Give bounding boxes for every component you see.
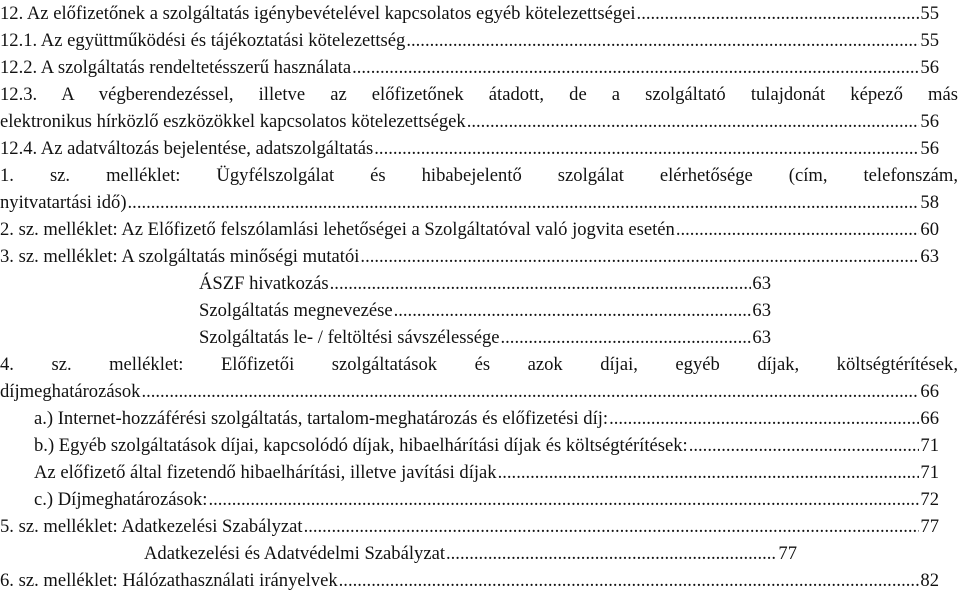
toc-leader-dots bbox=[141, 380, 919, 404]
toc-page-number: 55 bbox=[920, 30, 939, 51]
toc-page-number: 63 bbox=[752, 300, 771, 321]
toc-leader-dots bbox=[689, 434, 920, 458]
toc-entry[interactable] bbox=[199, 326, 771, 350]
toc-entry-first-line: 4. sz. melléklet: Előfizetői szolgáltatások és azok díjai, egyéb díjak, költségtérítések, bbox=[0, 354, 958, 375]
toc-entry-title: 6. sz. melléklet: Hálózathasználati irányelvek bbox=[0, 570, 338, 591]
toc-entry[interactable] bbox=[0, 56, 939, 80]
toc-entry[interactable] bbox=[34, 407, 939, 431]
toc-leader-dots bbox=[128, 191, 920, 215]
toc-entry[interactable] bbox=[34, 488, 939, 512]
toc-page-number: 63 bbox=[752, 273, 771, 294]
toc-page-number: 66 bbox=[920, 408, 939, 429]
toc-entry[interactable] bbox=[34, 434, 939, 458]
toc-entry[interactable] bbox=[144, 542, 797, 566]
toc-leader-dots bbox=[360, 245, 919, 269]
toc-page-number: 71 bbox=[920, 435, 939, 456]
toc-entry[interactable] bbox=[0, 569, 939, 593]
toc-entry[interactable] bbox=[0, 218, 939, 242]
toc-entry-title: elektronikus hírközlő eszközökkel kapcsolatos kötelezettségek bbox=[0, 111, 466, 132]
toc-leader-dots bbox=[304, 515, 920, 539]
toc-page-number: 82 bbox=[920, 570, 939, 591]
toc-page-number: 72 bbox=[920, 489, 939, 510]
toc-entry[interactable] bbox=[0, 29, 939, 53]
toc-leader-dots bbox=[339, 569, 920, 593]
toc-page-number: 66 bbox=[920, 381, 939, 402]
toc-entry-title: 2. sz. melléklet: Az Előfizető felszólamlási lehetőségei a Szolgáltatóval való jogvita esetén bbox=[0, 219, 675, 240]
toc-entry-title: 12.1. Az együttműködési és tájékoztatási kötelezettség bbox=[0, 30, 406, 51]
toc-entry-title: ÁSZF hivatkozás bbox=[199, 273, 329, 294]
toc-entry-title: 12.2. A szolgáltatás rendeltetésszerű használata bbox=[0, 57, 352, 78]
toc-leader-dots bbox=[637, 2, 920, 26]
toc-leader-dots bbox=[501, 326, 752, 350]
toc-entry[interactable] bbox=[0, 380, 939, 404]
toc-page-number: 63 bbox=[920, 246, 939, 267]
toc-entry-title: 12.4. Az adatváltozás bejelentése, adatszolgáltatás bbox=[0, 138, 374, 159]
toc-entry[interactable] bbox=[0, 110, 939, 134]
toc-page-number: 55 bbox=[920, 3, 939, 24]
toc-page-number: 60 bbox=[920, 219, 939, 240]
toc-leader-dots bbox=[498, 461, 920, 485]
toc-leader-dots bbox=[676, 218, 920, 242]
toc-leader-dots bbox=[394, 299, 752, 323]
toc-entry[interactable] bbox=[34, 461, 939, 485]
toc-entry-title: Szolgáltatás le- / feltöltési sávszélessége bbox=[199, 327, 500, 348]
toc-entry-first-line: 12.3. A végberendezéssel, illetve az előfizetőnek átadott, de a szolgáltató tulajdonát képező más bbox=[0, 84, 958, 105]
toc-entry[interactable] bbox=[0, 2, 939, 26]
toc-leader-dots bbox=[609, 407, 919, 431]
toc-page-number: 56 bbox=[920, 138, 939, 159]
toc-page-number: 56 bbox=[920, 57, 939, 78]
toc-leader-dots bbox=[467, 110, 920, 134]
toc-page-number: 56 bbox=[920, 111, 939, 132]
toc-entry-first-line: 1. sz. melléklet: Ügyfélszolgálat és hibabejelentő szolgálat elérhetősége (cím, telefonszám, bbox=[0, 165, 958, 186]
toc-entry-title: Az előfizető által fizetendő hibaelhárítási, illetve javítási díjak bbox=[34, 462, 497, 483]
toc-page-number: 77 bbox=[778, 543, 797, 564]
toc-entry-title: 12. Az előfizetőnek a szolgáltatás igénybevételével kapcsolatos egyéb kötelezettségei bbox=[0, 3, 636, 24]
toc-entry[interactable] bbox=[0, 515, 939, 539]
toc-entry[interactable] bbox=[199, 272, 771, 296]
toc-leader-dots bbox=[446, 542, 777, 566]
toc-entry[interactable] bbox=[0, 245, 939, 269]
toc-entry[interactable] bbox=[0, 137, 939, 161]
toc-entry-title: díjmeghatározások bbox=[0, 381, 141, 402]
toc-leader-dots bbox=[374, 137, 919, 161]
toc-entry-title: b.) Egyéb szolgáltatások díjai, kapcsolódó díjak, hibaelhárítási díjak és költségtérítések: bbox=[34, 435, 688, 456]
toc-page-number: 77 bbox=[920, 516, 939, 537]
toc-entry-title: Adatkezelési és Adatvédelmi Szabályzat bbox=[144, 543, 445, 564]
toc-entry[interactable] bbox=[199, 299, 771, 323]
toc-leader-dots bbox=[208, 488, 919, 512]
toc-entry-title: nyitvatartási idő) bbox=[0, 192, 127, 213]
toc-entry-title: 5. sz. melléklet: Adatkezelési Szabályzat bbox=[0, 516, 303, 537]
toc-entry-title: 3. sz. melléklet: A szolgáltatás minőségi mutatói bbox=[0, 246, 360, 267]
toc-entry-title: a.) Internet-hozzáférési szolgáltatás, tartalom-meghatározás és előfizetési díj: bbox=[34, 408, 609, 429]
toc-entry-title: c.) Díjmeghatározások: bbox=[34, 489, 208, 510]
toc-leader-dots bbox=[330, 272, 752, 296]
toc-entry[interactable] bbox=[0, 191, 939, 215]
toc-leader-dots bbox=[406, 29, 919, 53]
toc-page-number: 63 bbox=[752, 327, 771, 348]
toc-page-number: 71 bbox=[920, 462, 939, 483]
toc-leader-dots bbox=[352, 56, 919, 80]
toc-entry-title: Szolgáltatás megnevezése bbox=[199, 300, 393, 321]
toc-page-number: 58 bbox=[920, 192, 939, 213]
